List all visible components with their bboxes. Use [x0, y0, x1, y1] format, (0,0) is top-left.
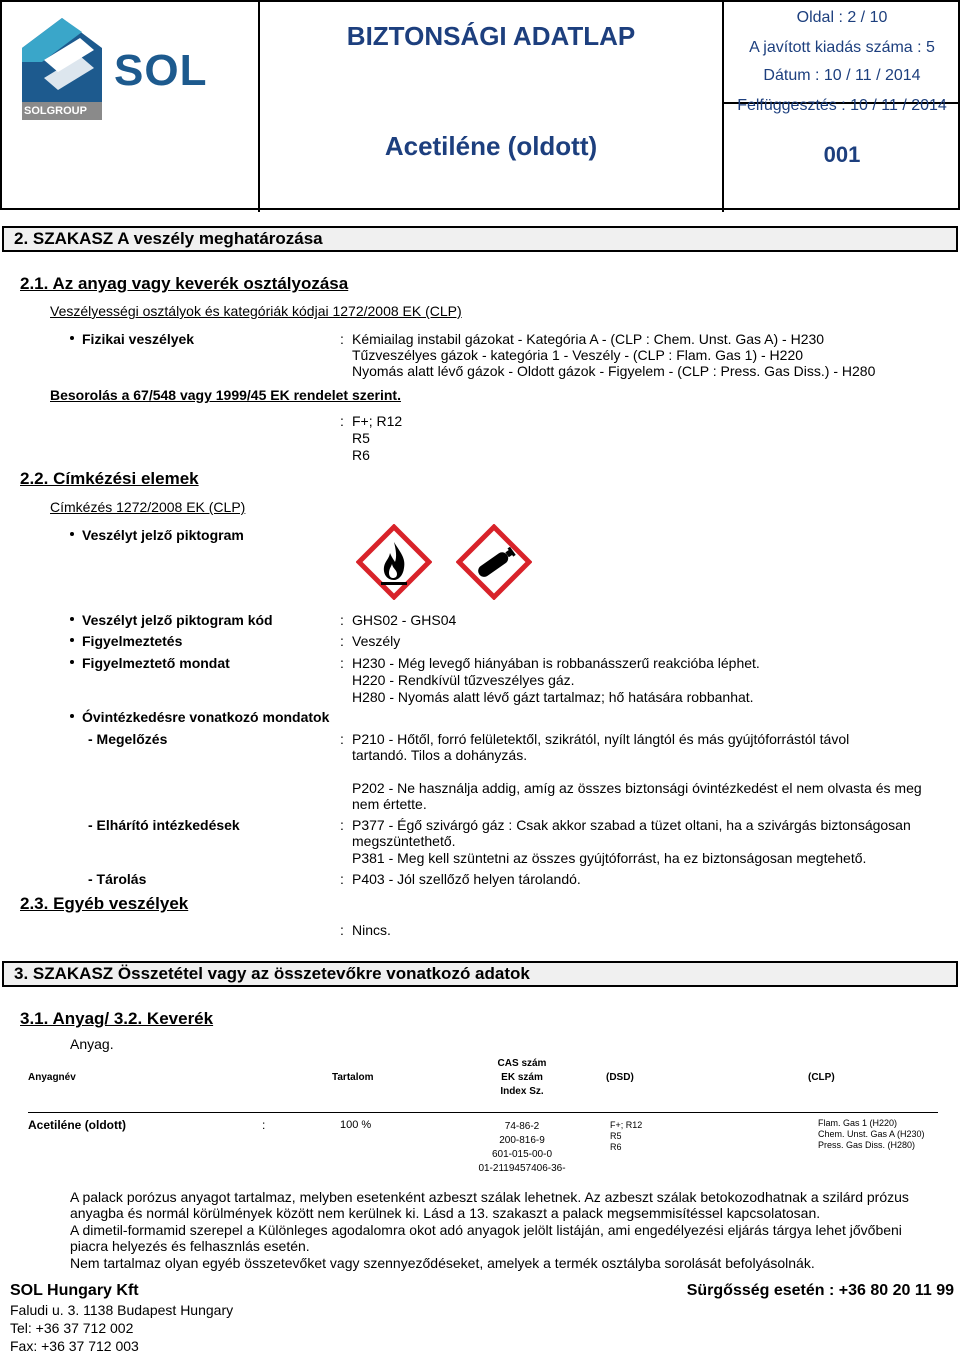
table-row-colon: :	[262, 1118, 266, 1132]
footer-telephone: Tel: +36 37 712 002	[10, 1320, 134, 1336]
dsd-line: R6	[352, 447, 370, 463]
composition-note-impurities: Nem tartalmaz olyan egyéb összetevőket vagy szennyeződéseket, amelyek a termék osztályba sorolását befolyásolnák.	[70, 1255, 815, 1271]
logo-subtext: SOLGROUP	[24, 105, 87, 117]
dsd-line: F+; R12	[352, 413, 403, 429]
other-hazards-value: Nincs.	[352, 922, 391, 938]
hazard-statements-list	[352, 655, 760, 706]
clp-classification-heading: Veszélyességi osztályok és kategóriák kódjai 1272/2008 EK (CLP)	[50, 303, 462, 319]
page-number: Oldal : 2 / 10	[796, 9, 888, 26]
table-header-name: Anyagnév	[28, 1072, 76, 1083]
table-row-name: Acetiléne (oldott)	[28, 1118, 126, 1132]
table-row-content: 100 %	[340, 1119, 372, 1131]
storage-label: - Tárolás	[88, 871, 147, 887]
substance-note: Anyag.	[70, 1036, 114, 1052]
supersedes-date: Felfüggesztés : 10 / 11 / 2014	[737, 97, 947, 114]
pictogram-label: Veszélyt jelző piktogram	[70, 527, 244, 543]
logo-text: SOL	[114, 46, 208, 95]
prevention-p210: P210 - Hőtől, forró felületektől, szikrától, nyílt lángtól és más gyújtóforrástól távol tartandó. Tilos a dohányzás.	[352, 731, 850, 763]
footer-address: Faludi u. 3. 1138 Budapest Hungary	[10, 1302, 234, 1318]
hazard-statements-label: Figyelmeztető mondat	[70, 655, 230, 671]
response-p381: P381 - Meg kell szüntetni az összes gyújtóforrást, ha ez biztonságosan megtehető.	[352, 850, 867, 866]
gas-cylinder-pictogram-icon	[456, 524, 532, 600]
issue-date: Dátum : 10 / 11 / 2014	[763, 67, 921, 84]
hazard-statement: H220 - Rendkívül tűzveszélyes gáz.	[352, 672, 575, 688]
labelling-heading: Címkézés 1272/2008 EK (CLP)	[50, 499, 246, 515]
composition-note-dmf: A dimetil-formamid szerepel a Különleges agodalomra okot adó anyagok jelölt listáján, ami engedélyezési eljárás tárgya lehet jővőbeni piacra helyezés és felhasznlás esetén.	[70, 1222, 902, 1254]
section-2-title: 2. SZAKASZ A veszély meghatározása	[2, 226, 958, 252]
physical-hazard-line: Nyomás alatt lévő gázok - Oldott gázok - Figyelem - (CLP : Press. Gas Diss.) - H280	[352, 363, 876, 379]
composition-note-asbestos: A palack porózus anyagot tartalmaz, melyben esetenként azbeszt szálak lehetnek. Az azbeszt szálak betokozodhatnak a szilárd prózus anyagba és normál körülmények között nem kerülnek ki. Lásd a 13. szakaszt a palack megsemmisítéssel kapcsolatosan.	[70, 1189, 909, 1221]
footer-fax: Fax: +36 37 712 003	[10, 1338, 139, 1354]
header	[0, 0, 960, 210]
dsd-classification-heading: Besorolás a 67/548 vagy 1999/45 EK rendelet szerint.	[50, 387, 401, 403]
subsection-3-1-title: 3.1. Anyag/ 3.2. Keverék	[20, 1009, 214, 1028]
subsection-2-1-title: 2.1. Az anyag vagy keverék osztályozása	[20, 274, 349, 293]
physical-hazard-line: Kémiailag instabil gázokat - Kategória A - (CLP : Chem. Unst. Gas A) - H230	[352, 331, 825, 347]
response-label: - Elhárító intézkedések	[88, 817, 240, 833]
logo	[10, 10, 254, 130]
revision-number: A javított kiadás száma : 5	[749, 39, 935, 56]
physical-hazards-label: Fizikai veszélyek	[70, 331, 194, 347]
subsection-2-2-title: 2.2. Címkézési elemek	[20, 469, 199, 488]
precautionary-statements-label: Óvintézkedésre vonatkozó mondatok	[70, 709, 329, 725]
document-code: 001	[823, 142, 861, 167]
footer-emergency-phone: Sürgősség esetén : +36 80 20 11 99	[686, 1282, 954, 1299]
table-header-divider	[28, 1112, 938, 1113]
storage-p403: P403 - Jól szellőző helyen tárolandó.	[352, 871, 581, 887]
table-row-ids: 74-86-2 200-816-9 601-015-00-0 01-2119457406-36-	[478, 1121, 566, 1174]
pictogram-code-label: Veszélyt jelző piktogram kód	[70, 612, 273, 628]
response-p377: P377 - Égő szivárgó gáz : Csak akkor szabad a tüzet oltani, ha a szivárgás biztonságosan megszüntethető.	[352, 817, 911, 849]
table-row-clp: Flam. Gas 1 (H220) Chem. Unst. Gas A (H230) Press. Gas Diss. (H280)	[818, 1118, 925, 1150]
table-header-dsd: (DSD)	[606, 1072, 634, 1083]
product-name: Acetiléne (oldott)	[384, 131, 598, 161]
table-row-dsd: F+; R12 R5 R6	[610, 1120, 643, 1152]
table-header-content: Tartalom	[332, 1072, 374, 1083]
section-3-title: 3. SZAKASZ Összetétel vagy az összetevőkre vonatkozó adatok	[2, 961, 958, 987]
dsd-line: R5	[352, 430, 370, 446]
dsd-classification-list	[352, 413, 402, 464]
table-header-clp: (CLP)	[808, 1072, 835, 1083]
signal-word-label: Figyelmeztetés	[70, 633, 182, 649]
subsection-2-3-title: 2.3. Egyéb veszélyek	[20, 894, 189, 913]
prevention-label: - Megelőzés	[88, 731, 168, 747]
signal-word-value: Veszély	[352, 633, 401, 649]
prevention-p202: P202 - Ne használja addig, amíg az összes biztonsági óvintézkedést el nem olvasta és meg nem értette.	[352, 780, 922, 812]
table-header-ids: CAS szám EK szám Index Sz.	[497, 1058, 547, 1097]
footer-company: SOL Hungary Kft	[10, 1282, 139, 1299]
physical-hazard-line: Tűzveszélyes gázok - kategória 1 - Veszély - (CLP : Flam. Gas 1) - H220	[352, 347, 804, 363]
physical-hazards-list	[352, 331, 875, 379]
flame-pictogram-icon	[356, 524, 432, 600]
hazard-statement: H280 - Nyomás alatt lévő gázt tartalmaz; hő hatására robbanhat.	[352, 689, 754, 705]
hazard-statement: H230 - Még levegő hiányában is robbanásszerű reakcióba léphet.	[352, 655, 760, 671]
document-title: BIZTONSÁGI ADATLAP	[346, 21, 636, 51]
pictogram-code-value: GHS02 - GHS04	[352, 612, 457, 628]
